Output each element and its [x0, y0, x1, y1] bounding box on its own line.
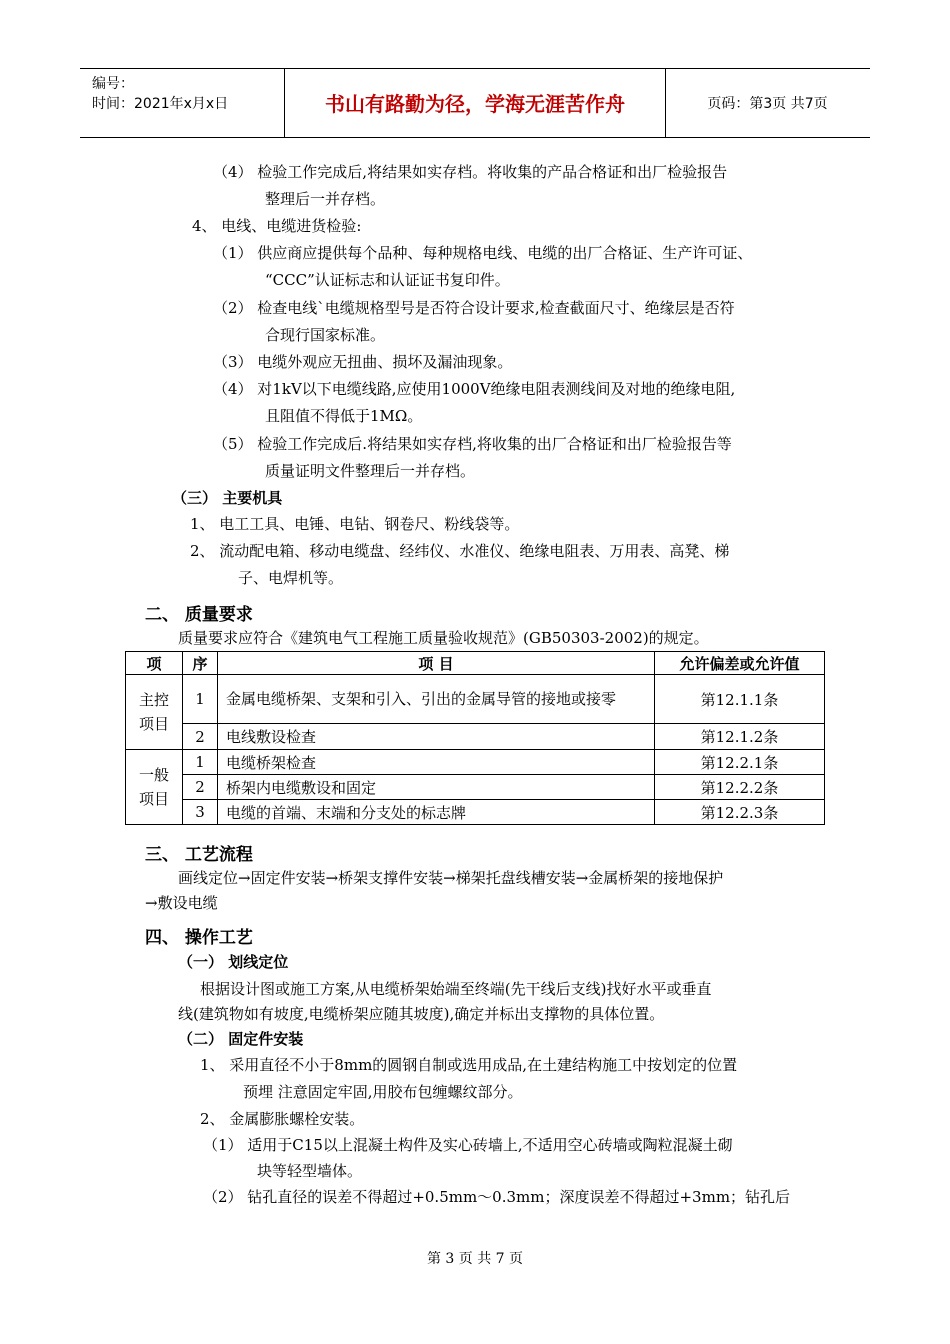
subsection-heading: （一） 划线定位 — [178, 953, 289, 971]
quality-table — [125, 651, 825, 825]
text-line: 根据设计图或施工方案,从电缆桥架始端至终端(先干线后支线)找好水平或垂直 — [200, 980, 712, 998]
text-line: （1） 供应商应提供每个品种、每种规格电线、电缆的出厂合格证、生产许可证、 — [213, 244, 753, 262]
table-row — [126, 750, 825, 775]
number-label: 编号： — [92, 76, 134, 92]
table-header-cell: 项 目 — [218, 652, 655, 675]
text-line: 质量证明文件整理后一并存档。 — [265, 462, 476, 480]
text-line: 且阻值不得低于1MΩ。 — [265, 407, 423, 425]
text-line: （4） 对1kV以下电缆线路,应使用1000V绝缘电阻表测线间及对地的绝缘电阻, — [213, 380, 736, 398]
time-label: 时间：2021年x月x日 — [92, 96, 229, 112]
section-heading: 二、 质量要求 — [145, 605, 253, 625]
text-line: 4、 电线、电缆进货检验: — [192, 217, 362, 235]
item-cell: 电线敷设检查 — [218, 724, 655, 750]
header-motto: 书山有路勤为径，学海无涯苦作舟 — [325, 92, 625, 116]
text-line: （5） 检验工作完成后.将结果如实存档,将收集的出厂合格证和出厂检验报告等 — [213, 435, 732, 453]
seq-cell: 2 — [183, 724, 218, 750]
table-row — [126, 724, 825, 750]
text-line: 线(建筑物如有坡度,电缆桥架应随其坡度),确定并标出支撑物的具体位置。 — [178, 1005, 665, 1023]
table-header-row — [126, 652, 825, 675]
subsection-heading: （二） 固定件安装 — [178, 1030, 304, 1048]
table-row — [126, 800, 825, 825]
text-line: （1） 适用于C15以上混凝土构件及实心砖墙上,不适用空心砖墙或陶粒混凝土砌 — [203, 1136, 733, 1154]
text-line: 1、 采用直径不小于8mm的圆钢自制或选用成品,在土建结构施工中按划定的位置 — [200, 1056, 738, 1074]
value-cell: 第12.1.2条 — [655, 724, 825, 750]
item-cell: 电缆的首端、末端和分支处的标志牌 — [218, 800, 655, 825]
page-label: 页码：第3页 共7页 — [707, 96, 828, 112]
item-cell: 桥架内电缆敷设和固定 — [218, 775, 655, 800]
value-cell: 第12.2.3条 — [655, 800, 825, 825]
value-cell: 第12.2.2条 — [655, 775, 825, 800]
text-line: 子、电焊机等。 — [238, 569, 344, 587]
text-line: 画线定位→固定件安装→桥架支撑件安装→梯架托盘线槽安装→金属桥架的接地保护 — [178, 869, 724, 887]
text-line: “CCC”认证标志和认证证书复印件。 — [265, 271, 510, 289]
table-row — [126, 675, 825, 724]
text-line: 2、 流动配电箱、移动电缆盘、经纬仪、水准仪、绝缘电阻表、万用表、高凳、梯 — [190, 542, 730, 560]
table-header-cell: 项 — [126, 652, 183, 675]
text-line: 2、 金属膨胀螺栓安装。 — [200, 1110, 365, 1128]
value-cell: 第12.2.1条 — [655, 750, 825, 775]
value-cell: 第12.1.1条 — [655, 675, 825, 724]
section-heading: 三、 工艺流程 — [145, 845, 253, 865]
table-row — [126, 775, 825, 800]
group-label: 一般项目 — [126, 750, 183, 825]
item-cell: 电缆桥架检查 — [218, 750, 655, 775]
group-label: 主控项目 — [126, 675, 183, 750]
table-header-cell: 允许偏差或允许值 — [655, 652, 825, 675]
text-line: （2） 钻孔直径的误差不得超过+0.5mm～0.3mm；深度误差不得超过+3mm；钻孔后 — [203, 1188, 791, 1206]
page-header — [80, 68, 870, 138]
text-line: 合现行国家标准。 — [265, 326, 386, 344]
seq-cell: 2 — [183, 775, 218, 800]
text-line: 质量要求应符合《建筑电气工程施工质量验收规范》(GB50303-2002)的规定。 — [178, 629, 709, 647]
item-cell: 金属电缆桥架、支架和引入、引出的金属导管的接地或接零 — [218, 675, 655, 724]
text-line: 1、 电工工具、电锤、电钻、钢卷尺、粉线袋等。 — [190, 515, 520, 533]
text-line: （3） 电缆外观应无扭曲、损坏及漏油现象。 — [213, 353, 513, 371]
text-line: （2） 检查电线`电缆规格型号是否符合设计要求,检查截面尺寸、绝缘层是否符 — [213, 299, 735, 317]
seq-cell: 1 — [183, 675, 218, 724]
text-line: →敷设电缆 — [145, 894, 218, 912]
section-heading: （三） 主要机具 — [172, 489, 283, 507]
section-heading: 四、 操作工艺 — [145, 928, 253, 948]
page-footer: 第 3 页 共 7 页 — [426, 1251, 524, 1267]
seq-cell: 1 — [183, 750, 218, 775]
seq-cell: 3 — [183, 800, 218, 825]
text-line: 预埋 注意固定牢固,用胶布包缠螺纹部分。 — [243, 1083, 523, 1101]
table-header-cell: 序 — [183, 652, 218, 675]
text-line: 整理后一并存档。 — [265, 190, 386, 208]
text-line: （4） 检验工作完成后,将结果如实存档。将收集的产品合格证和出厂检验报告 — [213, 163, 728, 181]
text-line: 块等轻型墙体。 — [257, 1162, 363, 1180]
